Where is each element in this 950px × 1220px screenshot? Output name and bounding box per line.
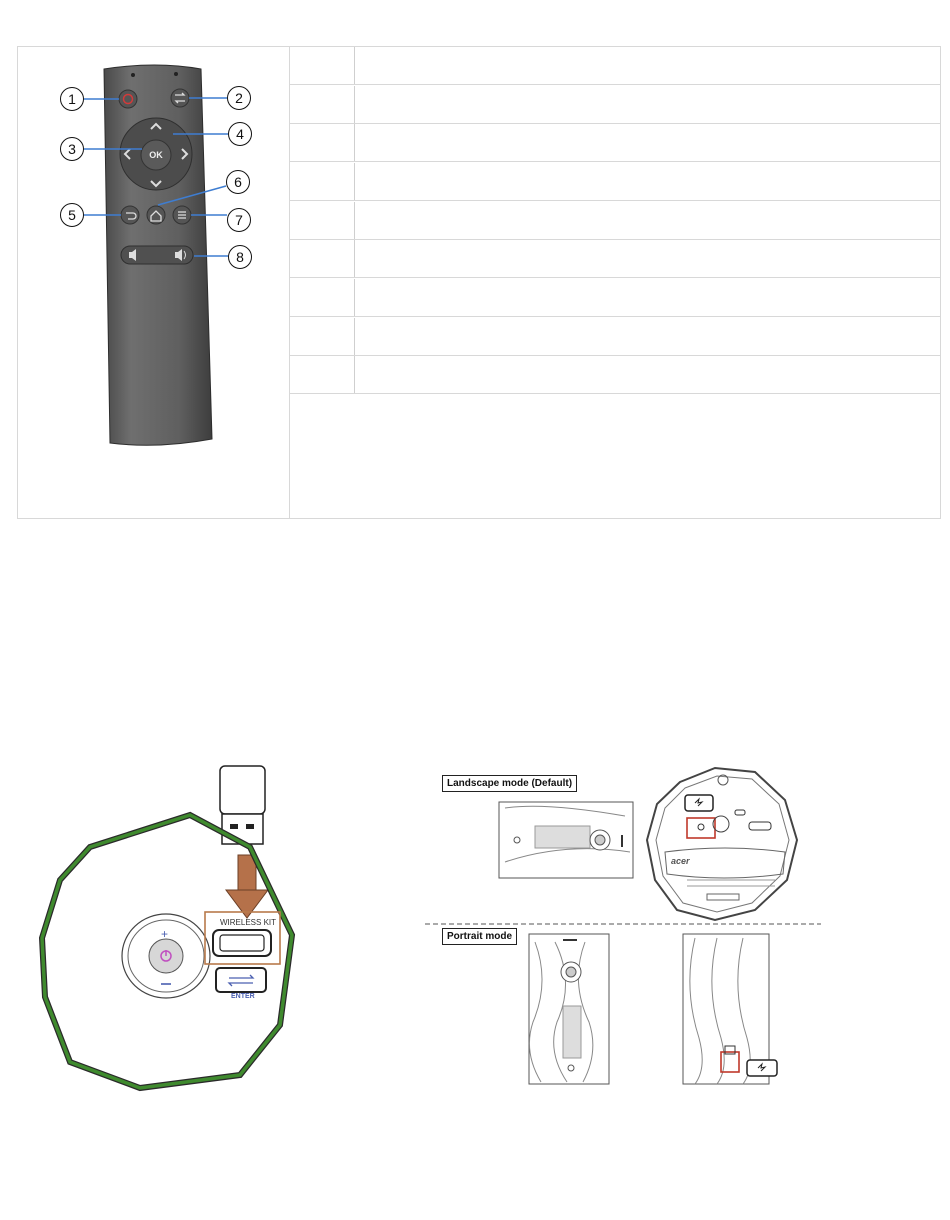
row-description (359, 86, 934, 123)
svg-text:acer: acer (671, 856, 690, 866)
row-description (359, 124, 934, 161)
projector-bottom-view (647, 768, 797, 920)
row-number (289, 202, 355, 239)
remote-volume-rocker[interactable] (121, 246, 193, 264)
row-number (289, 47, 355, 84)
row-number (289, 356, 355, 393)
remote-home-button[interactable] (147, 206, 165, 224)
portrait-projector-back (683, 934, 777, 1084)
row-description (359, 163, 934, 200)
row-number (289, 318, 355, 355)
remote-power-button[interactable] (119, 90, 137, 108)
projector-top-illustration (30, 760, 310, 1120)
table-row (289, 240, 940, 278)
remote-control-illustration (18, 47, 289, 518)
callout-4: 4 (228, 122, 252, 146)
remote-menu-button[interactable] (173, 206, 191, 224)
table-row (289, 47, 940, 85)
callout-7: 7 (227, 208, 251, 232)
landscape-projector-drawing (499, 802, 633, 878)
insert-arrow-icon (226, 855, 268, 918)
table-row (289, 163, 940, 201)
svg-text:+: + (161, 927, 169, 941)
wireless-kit-label: WIRELESS KIT (220, 918, 277, 927)
row-description (359, 240, 934, 277)
callout-3: 3 (60, 137, 84, 161)
callout-8: 8 (228, 245, 252, 269)
portrait-projector-front (529, 934, 609, 1084)
remote-ok-label: OK (149, 150, 163, 160)
landscape-mode-label: Landscape mode (Default) (442, 775, 577, 792)
orientation-modes-illustration (425, 762, 825, 1092)
row-description (359, 318, 934, 355)
table-row (289, 124, 940, 162)
table-row (289, 202, 940, 240)
table-row (289, 318, 940, 356)
row-description (359, 47, 934, 84)
projector-top-diagram (30, 760, 310, 1120)
row-number (289, 279, 355, 316)
portrait-mode-label: Portrait mode (442, 928, 517, 945)
callout-6: 6 (226, 170, 250, 194)
row-description (359, 356, 934, 393)
callout-1: 1 (60, 87, 84, 111)
callout-5: 5 (60, 203, 84, 227)
table-row (289, 356, 940, 394)
control-dial[interactable] (122, 914, 210, 998)
enter-label: ENTER (231, 993, 255, 1000)
row-number (289, 86, 355, 123)
remote-back-button[interactable] (121, 206, 139, 224)
remote-image-cell (18, 47, 290, 518)
orientation-modes-diagram (425, 762, 825, 1092)
row-number (289, 124, 355, 161)
remote-input-button[interactable] (171, 89, 189, 107)
row-number (289, 163, 355, 200)
callout-2: 2 (227, 86, 251, 110)
row-description (359, 279, 934, 316)
enter-button[interactable] (216, 968, 266, 992)
table-notes (289, 395, 940, 517)
row-number (289, 240, 355, 277)
row-description (359, 202, 934, 239)
remote-table (17, 46, 941, 519)
table-row (289, 86, 940, 124)
table-row (289, 279, 940, 317)
